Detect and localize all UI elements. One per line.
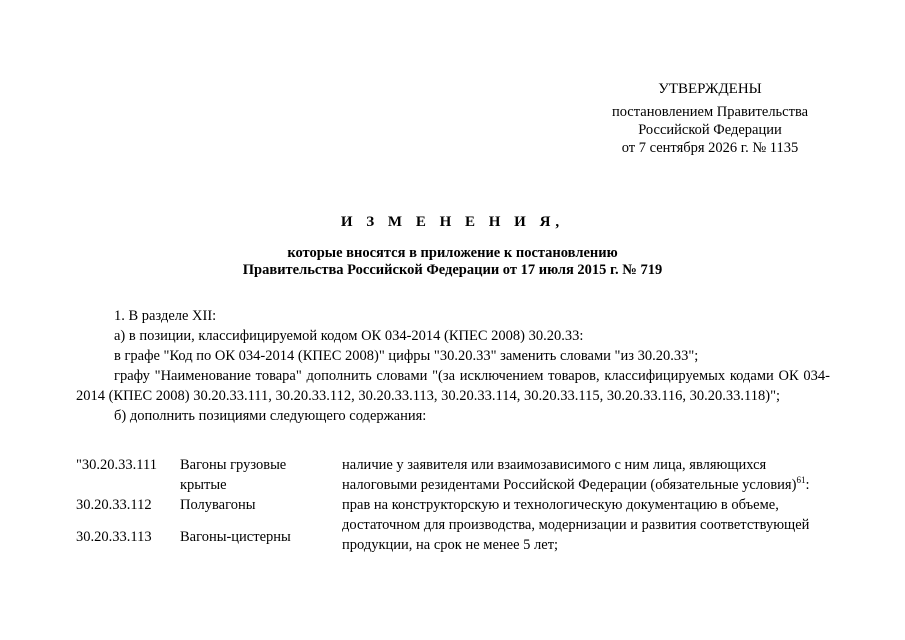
- document-title: И З М Е Н Е Н И Я,: [340, 214, 565, 230]
- paragraph-item-b: б) дополнить позициями следующего содержания:: [114, 408, 427, 424]
- requirement-text-1: [342, 455, 822, 495]
- document-subtitle-1: которые вносятся в приложение к постановлению: [287, 245, 618, 261]
- document-body: [76, 306, 830, 426]
- table-cell-name: Вагоны грузовые крытые: [180, 457, 287, 493]
- approval-heading: УТВЕРЖДЕНЫ: [658, 81, 762, 97]
- requirement-cell: [342, 455, 822, 555]
- positions-table: [76, 455, 830, 567]
- footnote-ref: 61: [796, 475, 806, 486]
- approval-block: [590, 80, 830, 157]
- paragraph-section: 1. В разделе XII:: [114, 308, 217, 324]
- approval-line-2: Российской Федерации: [638, 122, 782, 138]
- paragraph-item-a: а) в позиции, классифицируемой кодом ОК 034-2014 (КПЕС 2008) 30.20.33:: [114, 328, 584, 344]
- approval-line-3: от 7 сентября 2026 г. № 1135: [621, 140, 799, 156]
- table-cell-code: 30.20.33.113: [76, 529, 152, 545]
- requirement-conditions: наличие у заявителя или взаимозависимого с ним лица, являющихся налоговыми резидентами Российской Федерации (обязательные условия): [342, 457, 797, 493]
- paragraph-name-column: графу "Наименование товара" дополнить словами "(за исключением товаров, классифицируемых кодами ОК 034-2014 (КПЕС 2008) 30.20.33.111, 30.20.33.112, 30.20.33.113, 30.20.33.114, 30.20.33.115, 30.20.33.116, 30.20.33.118)";: [76, 368, 830, 404]
- table-cell-name: Полувагоны: [180, 497, 256, 513]
- requirement-text-2: прав на конструкторскую и технологическую документацию в объеме, достаточном для производства, модернизации и развития соответствующей продукции, на срок не менее 5 лет;: [342, 497, 810, 553]
- requirement-colon: :: [805, 477, 810, 493]
- approval-line-1: постановлением Правительства: [611, 104, 809, 120]
- table-cell-code: 30.20.33.112: [76, 497, 152, 513]
- table-cell-code: "30.20.33.111: [76, 457, 157, 473]
- table-cell-name: Вагоны-цистерны: [180, 529, 291, 545]
- document-subtitle-2: Правительства Российской Федерации от 17 июля 2015 г. № 719: [242, 262, 663, 278]
- paragraph-code-column: в графе "Код по ОК 034-2014 (КПЕС 2008)" цифры "30.20.33" заменить словами "из 30.20.33";: [114, 348, 699, 364]
